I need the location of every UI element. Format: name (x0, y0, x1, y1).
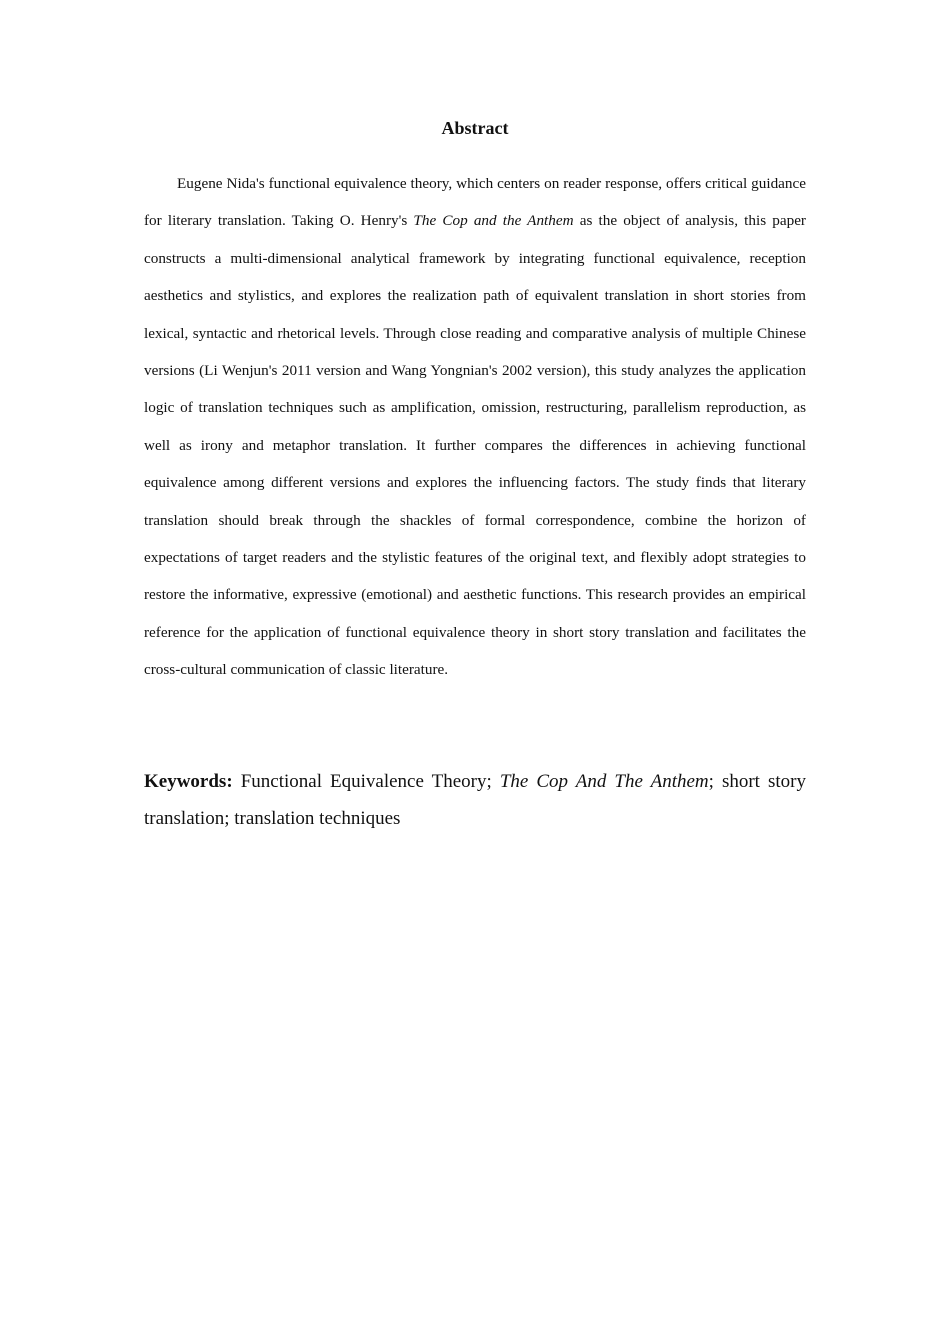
keywords-story-title: The Cop And The Anthem (499, 771, 709, 792)
keywords-line (144, 763, 806, 837)
abstract-heading: Abstract (441, 118, 509, 138)
abstract-text-part2: as the object of analysis, this paper constructs a multi-dimensional analytical framework by integrating functional equivalence, reception aesthetics and stylistics, and explores the realization path of equivalent translation in short stories from lexical, syntactic and rhetorical levels. Through close reading and comparative analysis of multiple Chinese versions (Li Wenjun's 2011 version and Wang Yongnian's 2002 version), this study analyzes the application logic of translation techniques such as amplification, omission, restructuring, parallelism reproduction, as well as irony and metaphor translation. It further compares the differences in achieving functional equivalence among different versions and explores the influencing factors. The study finds that literary translation should break through the shackles of formal correspondence, combine the horizon of expectations of target readers and the stylistic features of the original text, and flexibly adopt strategies to restore the informative, expressive (emotional) and aesthetic functions. This research provides an empirical reference for the application of functional equivalence theory in short story translation and facilitates the cross-cultural communication of classic literature. (144, 212, 806, 679)
keywords-text-part2: ; short story translation; translation techniques (144, 771, 807, 829)
abstract-paragraph (144, 165, 806, 689)
keywords-text-part1: Functional Equivalence Theory; (232, 771, 500, 792)
abstract-text-part1: Eugene Nida's functional equivalence theory, which centers on reader response, offers critical guidance for literary translation. Taking O. Henry's (144, 175, 806, 230)
keywords-label: Keywords: (144, 771, 233, 792)
abstract-story-title: The Cop and the Anthem (413, 212, 574, 230)
